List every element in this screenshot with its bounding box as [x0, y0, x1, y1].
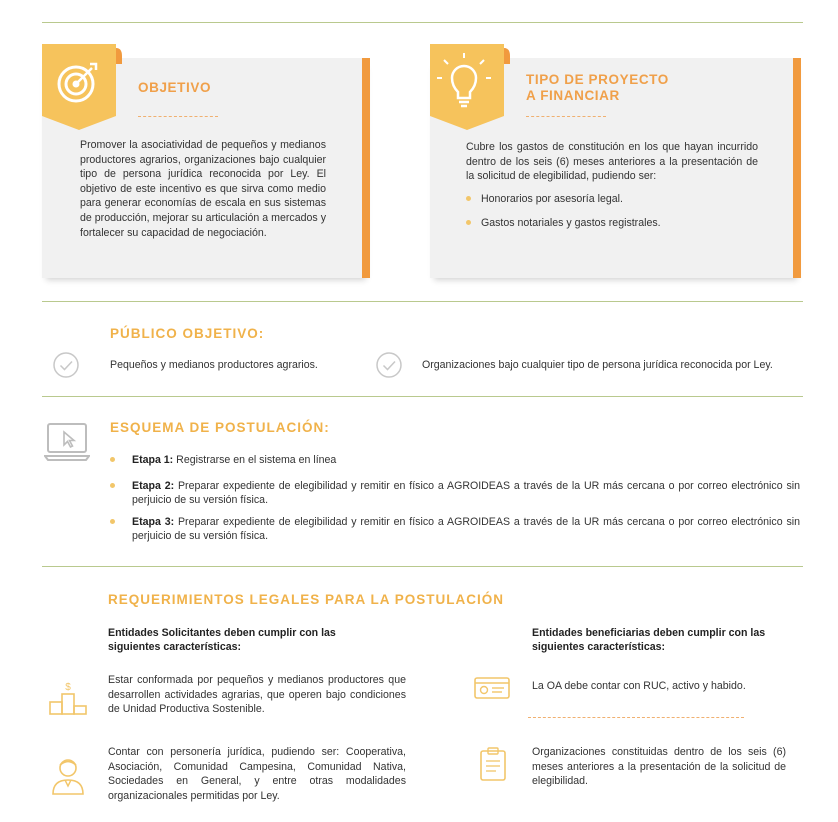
bullet-dot-icon	[110, 483, 115, 488]
tipo-proyecto-card	[430, 58, 801, 278]
etapa-label: Etapa 3:	[132, 516, 175, 528]
etapa-description: Preparar expediente de elegibilidad y remitir en físico a AGROIDEAS a través de la UR más cercana o por correo electrónico sin perjuicio de su versión física.	[132, 516, 800, 542]
tipo-proyecto-title-line1: TIPO DE PROYECTO	[526, 72, 669, 87]
tipo-proyecto-title-line2: A FINANCIAR	[526, 88, 620, 103]
tipo-proyecto-content	[466, 140, 758, 231]
clipboard-icon	[478, 746, 508, 782]
tipo-proyecto-accent-bar	[793, 58, 801, 278]
etapa-text	[132, 479, 800, 507]
right-item-text: La OA debe contar con RUC, activo y habido.	[532, 680, 746, 692]
divider	[42, 566, 803, 567]
divider-top	[42, 22, 803, 23]
person-icon	[50, 756, 86, 796]
dashed-separator	[528, 717, 744, 718]
right-item-text: Organizaciones constituidas dentro de los seis (6) meses anteriores a la presentación de la solicitud de elegibilidad.	[532, 746, 786, 787]
list-item-text: Honorarios por asesoría legal.	[481, 192, 623, 205]
etapa-description: Preparar expediente de elegibilidad y remitir en físico a AGROIDEAS a través de la UR más cercana o por correo electrónico sin perjuicio de su versión física.	[132, 480, 800, 506]
left-heading: Entidades Solicitantes deben cumplir con las siguientes características:	[108, 627, 336, 653]
objetivo-title: OBJETIVO	[138, 80, 212, 95]
list-item	[466, 192, 758, 207]
tipo-proyecto-title-underline	[526, 116, 606, 117]
requerimientos-title: REQUERIMIENTOS LEGALES PARA LA POSTULACIÓN	[108, 592, 505, 607]
publico-item-1: Pequeños y medianos productores agrarios.	[110, 359, 318, 371]
objetivo-accent-bar	[362, 58, 370, 278]
tipo-proyecto-title	[526, 72, 669, 104]
etapa-item	[110, 479, 800, 507]
esquema-title: ESQUEMA DE POSTULACIÓN:	[110, 420, 330, 435]
podium-icon	[48, 680, 88, 716]
etapa-label: Etapa 2:	[132, 480, 175, 492]
left-item-text: Contar con personería jurídica, pudiendo ser: Cooperativa, Asociación, Comunidad Campesina, Comunidad Nativa, Sociedades en General, y entre otras modalidades organizacionales permitidas por Ley.	[108, 746, 406, 802]
objetivo-text: Promover la asociatividad de pequeños y medianos productores agrarios, organizaciones bajo cualquier tipo de persona jurídica reconocida por Ley. El objetivo de este incentivo es que sirva como medio para generar economías de escala en sus sistemas de producción, mejorar su articulación a mercados y fortalecer su capacidad de negociación.	[80, 139, 326, 239]
check-circle-icon	[376, 352, 402, 378]
left-item-text: Estar conformada por pequeños y medianos productores que desarrollen actividades agrarias, que operen bajo condiciones de Unidad Productiva Sostenible.	[108, 674, 406, 715]
svg-text:$: $	[65, 682, 71, 693]
tipo-proyecto-text: Cubre los gastos de constitución en los que hayan incurrido dentro de los seis (6) meses anteriores a la presentación de la solicitud de elegibilidad, pudiendo ser:	[466, 141, 758, 183]
etapa-label: Etapa 1:	[132, 454, 174, 466]
list-item-text: Gastos notariales y gastos registrales.	[481, 217, 661, 230]
objetivo-title-underline	[138, 116, 218, 117]
divider	[42, 301, 803, 302]
etapa-item	[110, 515, 800, 543]
objetivo-card	[42, 58, 370, 278]
divider	[42, 396, 803, 397]
lightbulb-icon	[424, 44, 510, 130]
bullet-dot-icon	[110, 519, 115, 524]
target-icon	[36, 44, 122, 130]
laptop-cursor-icon	[44, 422, 90, 462]
etapa-item	[110, 453, 800, 467]
bullet-dot-icon	[466, 220, 471, 225]
right-heading: Entidades beneficiarias deben cumplir con las siguientes características:	[532, 627, 766, 653]
bullet-dot-icon	[110, 457, 115, 462]
etapa-description: Registrarse en el sistema en línea	[173, 454, 337, 466]
publico-objetivo-title: PÚBLICO OBJETIVO:	[110, 326, 265, 341]
publico-item-2: Organizaciones bajo cualquier tipo de persona jurídica reconocida por Ley.	[422, 359, 773, 371]
etapa-text	[132, 453, 800, 467]
list-item	[466, 216, 758, 231]
bullet-dot-icon	[466, 196, 471, 201]
id-card-icon	[474, 674, 510, 700]
check-circle-icon	[53, 352, 79, 378]
etapa-text	[132, 515, 800, 543]
